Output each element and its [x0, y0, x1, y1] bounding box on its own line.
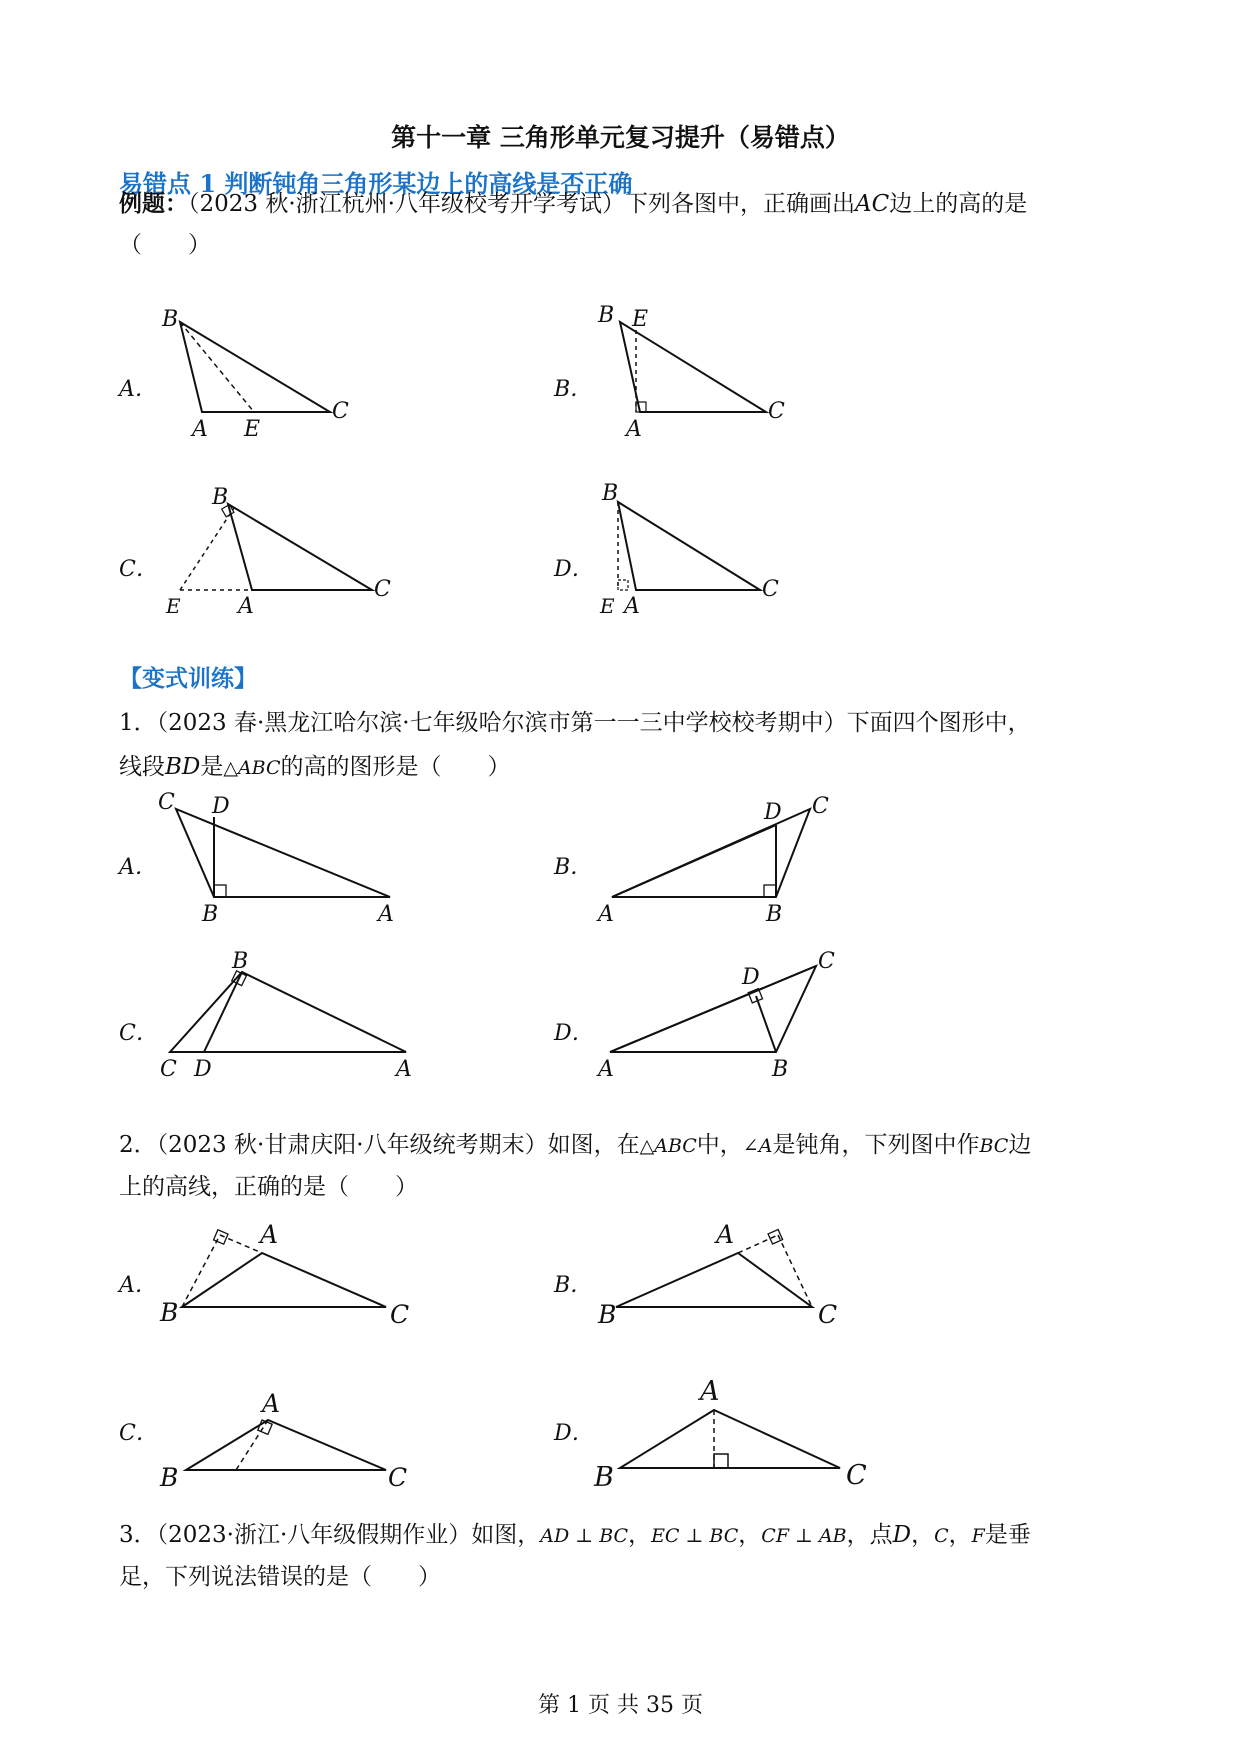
label-c: C: [390, 1300, 410, 1329]
label-b: B: [232, 949, 249, 974]
q3-text-a: 3．（2023·浙江·八年级假期作业）如图，: [119, 1522, 541, 1548]
label-a: A: [598, 902, 614, 927]
q1-text-c: 的高的图形是（ ）: [280, 754, 511, 780]
q1-figure-b: [590, 795, 850, 925]
label-c: C: [374, 577, 391, 602]
label-c: C: [812, 794, 829, 819]
q1-figure-d: [590, 950, 850, 1080]
label-c: C: [388, 1463, 408, 1492]
q2-option-b: B．: [554, 1273, 593, 1298]
example-text: （2023 秋·浙江杭州·八年级校考开学考试）下列各图中，正确画出: [188, 191, 855, 217]
label-a: A: [192, 417, 208, 442]
label-e: E: [166, 594, 181, 618]
example-var: AC: [854, 191, 890, 217]
label-c: C: [158, 790, 175, 815]
q1-option-b: B．: [554, 855, 593, 880]
label-b: B: [598, 303, 615, 328]
example-text-after: 边上的高的是: [889, 191, 1028, 217]
page-footer: 第 1 页 共 35 页: [538, 1693, 703, 1718]
label-d: D: [212, 794, 230, 819]
example-figure-d: [590, 480, 810, 620]
label-a: A: [700, 1376, 720, 1407]
label-d: D: [194, 1057, 212, 1082]
label-c: C: [768, 399, 785, 424]
q1-text-a: 线段: [119, 754, 165, 780]
q3-var-c: C: [934, 1525, 949, 1547]
label-b: B: [160, 1298, 179, 1327]
label-b: B: [598, 1300, 617, 1329]
example-blank: （ ）: [119, 232, 211, 258]
example-figure-c: [150, 480, 400, 620]
label-c: C: [160, 1057, 177, 1082]
label-e: E: [600, 594, 615, 618]
q1-line2: [119, 750, 511, 785]
label-a: A: [260, 1220, 279, 1249]
label-a: A: [626, 417, 642, 442]
q1-var-bd: BD: [165, 754, 201, 780]
q1-option-c: C．: [119, 1021, 158, 1046]
example-option-d: D．: [554, 557, 594, 582]
q1-figure-a: [150, 790, 410, 927]
example-figure-b: [590, 300, 810, 440]
label-a: A: [396, 1057, 412, 1082]
q1-line1: 1．（2023 春·黑龙江哈尔滨·七年级哈尔滨市第一一三中学校校考期中）下面四个图形中，: [119, 710, 1031, 736]
label-c: C: [818, 949, 835, 974]
q3-var-cf-ab: CF ⊥ AB: [761, 1525, 847, 1547]
example-option-b: B．: [554, 377, 593, 402]
q2-figure-c: [150, 1370, 420, 1490]
label-e: E: [632, 307, 649, 332]
q1-text-b: 是: [200, 754, 224, 780]
q2-var-abc: △ABC: [639, 1135, 697, 1157]
q3-text-c: 是垂: [984, 1522, 1031, 1548]
q2-option-d: D．: [554, 1421, 594, 1446]
label-d: D: [742, 965, 760, 990]
label-a: A: [716, 1220, 735, 1249]
label-c: C: [846, 1460, 867, 1491]
label-d: D: [764, 800, 782, 825]
q3-sep-4: ，: [948, 1522, 972, 1548]
label-a: A: [598, 1057, 614, 1082]
q2-text-c: 是钝角，下列图中作: [772, 1132, 980, 1158]
q2-text-b: 中，: [696, 1132, 743, 1158]
label-c: C: [818, 1300, 838, 1329]
q2-line2: 上的高线，正确的是（ ）: [119, 1174, 418, 1200]
label-b: B: [202, 902, 219, 927]
q3-sep-3: ，: [911, 1522, 935, 1548]
label-b: B: [160, 1463, 179, 1492]
q1-option-d: D．: [554, 1021, 594, 1046]
q3-var-ad-bc: AD ⊥ BC: [540, 1525, 629, 1547]
q2-option-a: A．: [119, 1273, 157, 1298]
example-option-a: A．: [119, 377, 157, 402]
label-b: B: [162, 307, 179, 332]
q3-var-d: D: [892, 1522, 912, 1548]
q2-var-angle: ∠A: [742, 1135, 773, 1157]
q3-sep-1: ，: [628, 1522, 652, 1548]
label-b: B: [766, 902, 783, 927]
q2-text-a: 2．（2023 秋·甘肃庆阳·八年级统考期末）如图，在: [119, 1132, 640, 1158]
label-b: B: [594, 1462, 614, 1493]
example-option-c: C．: [119, 557, 158, 582]
example-figure-a: [150, 300, 370, 440]
label-c: C: [332, 399, 349, 424]
q2-text-d: 边: [1008, 1132, 1032, 1158]
q2-line1: [119, 1128, 1031, 1163]
label-c: C: [762, 577, 779, 602]
q2-figure-d: [590, 1368, 870, 1493]
q1-var-abc: △ABC: [223, 757, 281, 779]
q3-var-f: F: [971, 1525, 985, 1547]
label-b: B: [772, 1057, 789, 1082]
q3-var-ec-bc: EC ⊥ BC: [651, 1525, 739, 1547]
q2-figure-b: [590, 1215, 860, 1335]
q1-option-a: A．: [119, 855, 157, 880]
label-e: E: [244, 417, 261, 442]
q1-figure-c: [150, 950, 430, 1080]
q3-text-b: ，点: [846, 1522, 893, 1548]
q2-option-c: C．: [119, 1421, 158, 1446]
q2-figure-a: [150, 1215, 420, 1335]
label-b: B: [602, 481, 619, 506]
label-a: A: [378, 902, 394, 927]
q3-sep-2: ，: [738, 1522, 762, 1548]
q3-line2: 足，下列说法错误的是（ ）: [119, 1564, 441, 1590]
example-label: 例题：: [119, 190, 188, 217]
label-a: A: [624, 594, 640, 619]
q3-line1: [119, 1518, 1031, 1553]
q2-var-bc: BC: [979, 1135, 1009, 1157]
label-a: A: [262, 1389, 281, 1418]
practice-heading: 【变式训练】: [119, 665, 257, 692]
label-b: B: [212, 485, 229, 510]
example-question: [119, 187, 1027, 221]
section-heading: 易错点 1 判断钝角三角形某边上的高线是否正确: [119, 169, 633, 198]
page-title: 第十一章 三角形单元复习提升（易错点）: [391, 123, 850, 152]
label-a: A: [238, 594, 254, 619]
